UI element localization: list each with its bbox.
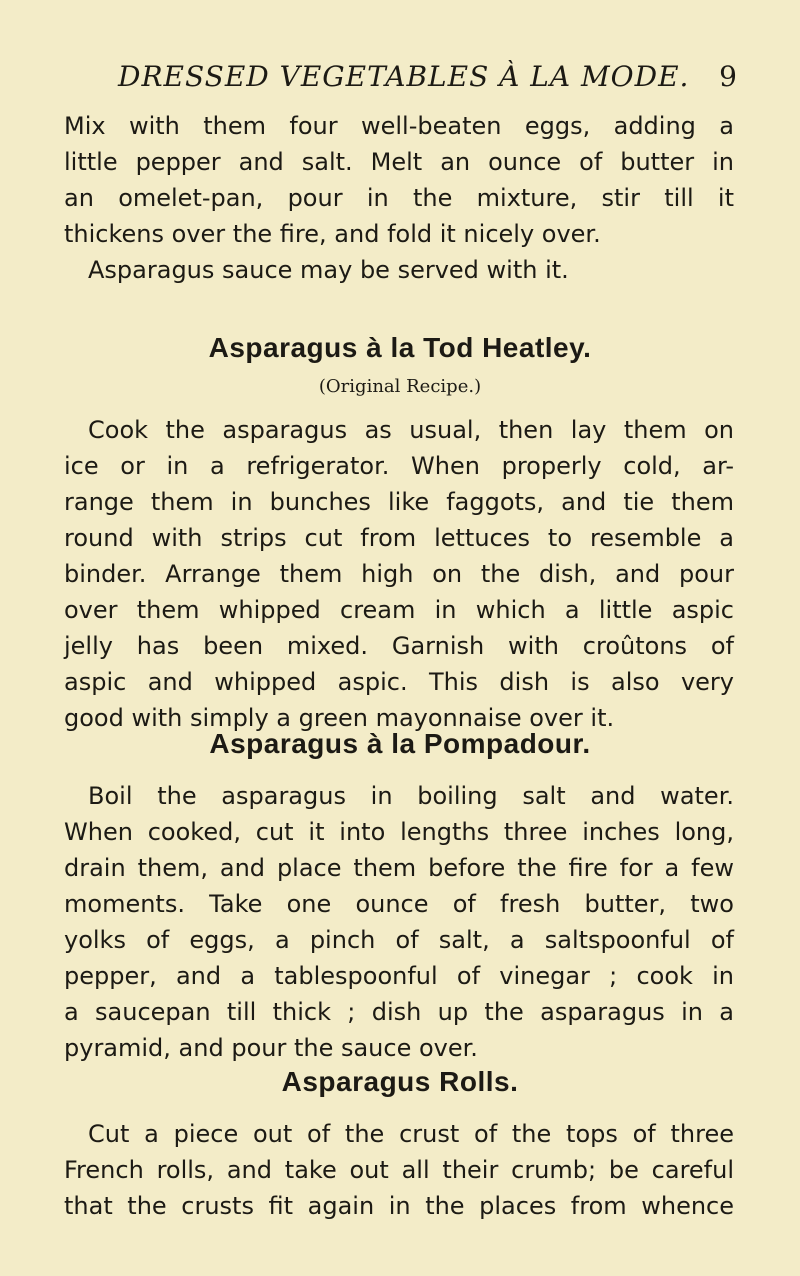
running-head-title: DRESSED VEGETABLES À LA MODE. — [118, 60, 690, 93]
recipe-paragraph — [64, 1116, 734, 1224]
text-line: drain them, and place them before the fire for a few — [64, 854, 734, 882]
text-line: a saucepan till thick ; dish up the asparagus in a — [64, 998, 734, 1026]
text-line: good with simply a green mayonnaise over it. — [64, 704, 615, 732]
recipe-paragraph — [64, 778, 734, 1066]
text-line: When cooked, cut it into lengths three inches long, — [64, 818, 734, 846]
text-line: range them in bunches like faggots, and tie them — [64, 488, 734, 516]
text-line: binder. Arrange them high on the dish, and pour — [64, 560, 734, 588]
text-line: pepper, and a tablespoonful of vinegar ; cook in — [64, 962, 734, 990]
text-line: an omelet-pan, pour in the mixture, stir till it — [64, 184, 734, 212]
intro-paragraph — [64, 108, 734, 288]
text-line: Cut a piece out of the crust of the tops of three — [88, 1120, 734, 1148]
text-line: round with strips cut from lettuces to resemble a — [64, 524, 734, 552]
recipe-title: Asparagus à la Pompadour. — [209, 728, 591, 759]
recipe-subtitle: (Original Recipe.) — [318, 376, 482, 397]
text-line: ice or in a refrigerator. When properly cold, ar- — [64, 452, 734, 480]
running-head — [118, 60, 738, 100]
text-line: over them whipped cream in which a little aspic — [64, 596, 734, 624]
text-line: moments. Take one ounce of fresh butter, two — [64, 890, 734, 918]
page-number: 9 — [719, 60, 738, 93]
text-line: Mix with them four well-beaten eggs, adding a — [64, 112, 734, 140]
text-line: little pepper and salt. Melt an ounce of butter in — [64, 148, 734, 176]
text-line: jelly has been mixed. Garnish with croûtons of — [64, 632, 734, 660]
text-line: that the crusts fit again in the places from whence — [64, 1192, 734, 1220]
text-line: thickens over the fire, and fold it nicely over. — [64, 220, 601, 248]
recipe-paragraph — [64, 412, 734, 736]
recipe-title: Asparagus Rolls. — [281, 1066, 519, 1097]
recipe-title: Asparagus à la Tod Heatley. — [208, 332, 592, 363]
text-line: French rolls, and take out all their crumb; be careful — [64, 1156, 734, 1184]
text-line: Boil the asparagus in boiling salt and water. — [88, 782, 734, 810]
text-line: aspic and whipped aspic. This dish is also very — [64, 668, 734, 696]
text-line: Cook the asparagus as usual, then lay them on — [88, 416, 734, 444]
text-line: pyramid, and pour the sauce over. — [64, 1034, 478, 1062]
text-line: yolks of eggs, a pinch of salt, a saltspoonful of — [64, 926, 734, 954]
text-line: Asparagus sauce may be served with it. — [88, 256, 569, 284]
